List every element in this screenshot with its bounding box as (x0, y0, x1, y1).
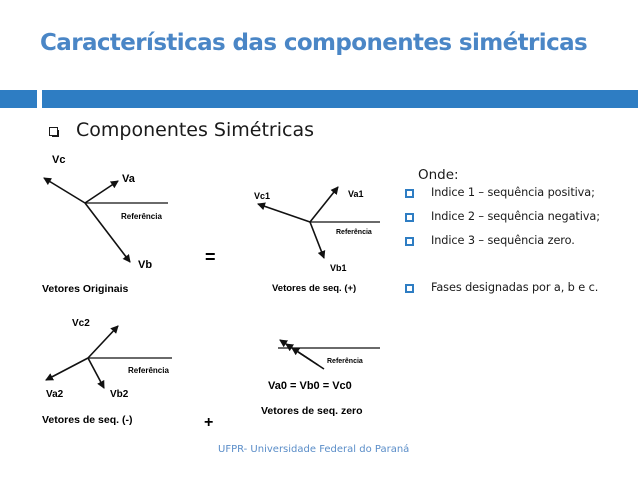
slide-title: Características das componentes simétricas (40, 30, 588, 56)
vector-vb2 (88, 358, 104, 388)
equals-sign: = (205, 247, 216, 267)
reference-label: Referência (121, 212, 162, 221)
reference-label: Referência (327, 358, 363, 365)
label-vb1: Vb1 (330, 263, 347, 273)
label-va2: Va2 (46, 389, 64, 400)
plus-sign: + (204, 414, 214, 431)
negative-sequence-diagram (42, 318, 172, 426)
vector-va1 (310, 187, 338, 222)
onde-label: Onde: (418, 167, 459, 183)
positive-sequence-diagram (254, 187, 380, 294)
reference-label: Referência (336, 229, 372, 236)
list-item-text: Indice 1 – sequência positiva; (431, 186, 595, 199)
section-heading: Componentes Simétricas (76, 119, 315, 141)
label-vb: Vb (138, 259, 153, 271)
footer-text: UFPR- Universidade Federal do Paraná (218, 444, 410, 455)
vector-vc1 (258, 204, 310, 222)
original-vectors-diagram (42, 154, 168, 295)
caption-positive: Vetores de seq. (+) (272, 283, 357, 294)
list-item-text: Indice 3 – sequência zero. (431, 234, 575, 247)
label-vb2: Vb2 (110, 389, 129, 400)
label-vc2: Vc2 (72, 318, 90, 329)
caption-negative: Vetores de seq. (-) (42, 414, 133, 426)
vector-vc0 (292, 348, 324, 369)
label-vc: Vc (52, 154, 66, 166)
vector-va (85, 181, 118, 203)
reference-label: Referência (128, 366, 169, 375)
vector-va2 (46, 358, 88, 380)
vector-vc (44, 178, 85, 203)
list-item-text: Fases designadas por a, b e c. (431, 281, 599, 294)
label-va1: Va1 (348, 189, 364, 199)
list-item-text: Indice 2 – sequência negativa; (431, 210, 600, 223)
vector-vc2 (88, 326, 118, 358)
zero-sequence-diagram (261, 340, 380, 417)
label-vc1: Vc1 (254, 191, 271, 201)
label-va: Va (122, 173, 135, 185)
vector-vb1 (310, 222, 324, 258)
caption-original: Vetores Originais (42, 283, 129, 295)
caption-zero: Vetores de seq. zero (261, 405, 363, 417)
zero-equation: Va0 = Vb0 = Vc0 (268, 380, 352, 392)
